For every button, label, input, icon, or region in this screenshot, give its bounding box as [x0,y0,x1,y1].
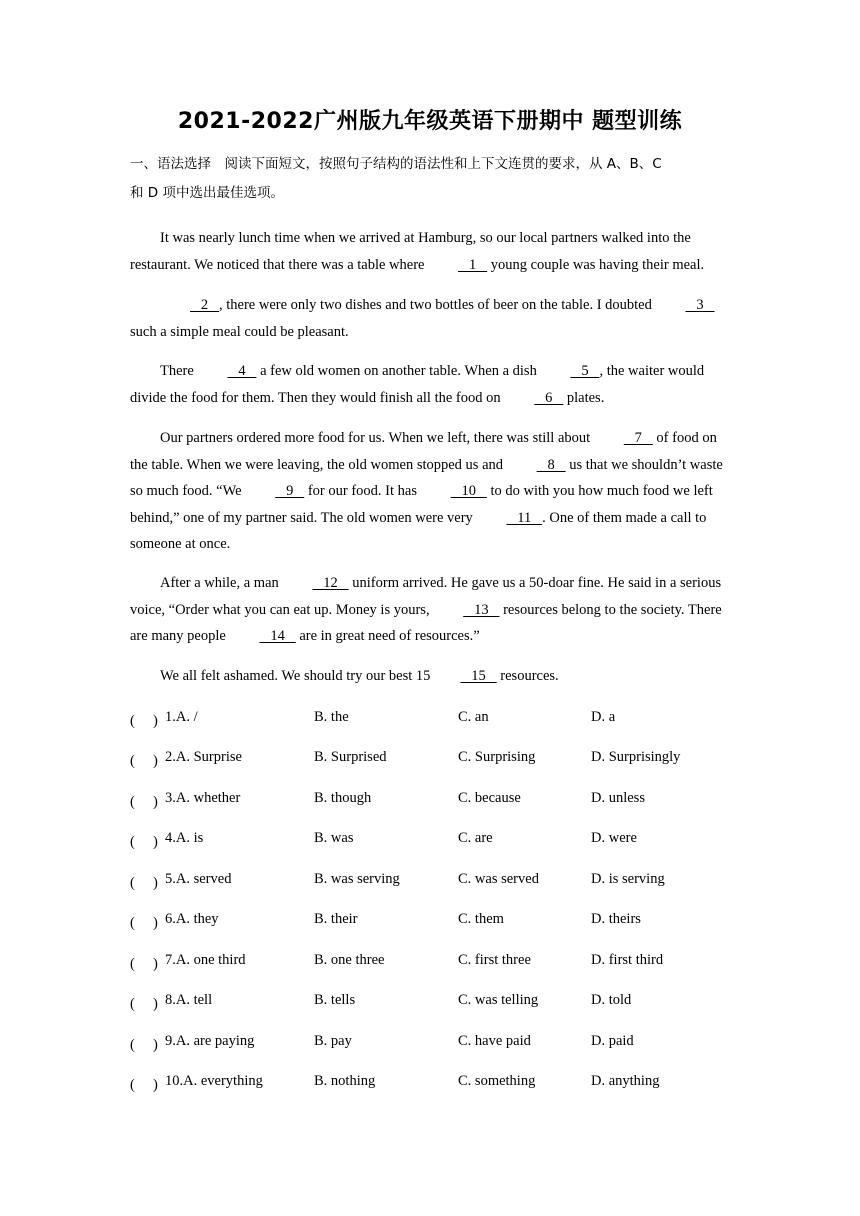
option-d: D. paid [591,1033,634,1049]
answer-paren[interactable]: ( ) [130,834,158,850]
blank-5: 5 [570,363,600,379]
paragraph-text: Our partners ordered more food for us. When we left, there was still about [160,430,594,446]
blank-7: 7 [623,430,653,446]
option-b: B. Surprised [314,749,387,765]
answer-paren[interactable]: ( ) [130,875,158,891]
option-c: C. them [458,911,504,927]
passage-paragraph-1 [130,225,735,278]
blank-6: 6 [534,389,564,406]
option-a: 2.A. Surprise [165,749,242,765]
option-b: B. was [314,830,354,846]
option-a: 3.A. whether [165,790,241,806]
question-8 [130,992,730,1012]
blank-4: 4 [227,363,257,379]
option-d: D. were [591,830,637,846]
question-7 [130,952,730,972]
option-d: D. unless [591,790,645,806]
option-b: B. pay [314,1033,352,1049]
option-d: D. a [591,709,616,725]
instructions-line-1: 一、语法选择 阅读下面短文，按照句子结构的语法性和上下文连贯的要求，从 A、B、C [130,156,662,172]
paragraph-text: , there were only two dishes and two bottles of beer on the table. I doubted [219,297,656,313]
blank-3: 3 [685,297,715,313]
blank-1: 1 [458,256,488,273]
option-c: C. an [458,709,489,725]
option-a: 4.A. is [165,830,204,846]
answer-paren[interactable]: ( ) [130,996,158,1012]
paragraph-text: We all felt ashamed. We should try our best 15 [160,668,431,684]
question-1 [130,709,730,729]
paragraph-text: It was nearly lunch time when we arrived at Hamburg, so our local partners walked into the restaurant. We noticed that there was a table where [130,230,691,273]
paragraph-text: resources. [496,668,559,684]
option-b: B. was serving [314,871,400,887]
blank-10: 10 [450,483,487,499]
paragraph-text: After a while, a man [160,575,283,591]
option-c: C. was telling [458,992,539,1008]
answer-paren[interactable]: ( ) [130,713,158,729]
blank-2: 2 [190,297,219,313]
question-5 [130,871,730,891]
answer-paren[interactable]: ( ) [130,915,158,931]
option-c: C. because [458,790,521,806]
instructions-line-2: 和 D 项中选出最佳选项。 [130,185,284,201]
passage-paragraph-2 [130,292,735,345]
paragraph-text: . One of them made a call to someone at once. [130,509,707,552]
question-3 [130,790,730,810]
option-a: 9.A. are paying [165,1033,255,1049]
option-b: B. one three [314,952,385,968]
paragraph-text: , the waiter would divide the food for them. Then they would finish all the food on [130,363,705,406]
paragraph-text: are in great need of resources.” [295,628,480,644]
option-b: B. the [314,709,349,725]
option-a: 1.A. / [165,709,198,725]
question-9 [130,1033,730,1053]
answer-paren[interactable]: ( ) [130,1077,158,1093]
question-2 [130,749,730,769]
option-a: 10.A. everything [165,1073,263,1089]
option-d: D. theirs [591,911,641,927]
option-c: C. are [458,830,493,846]
option-c: C. first three [458,952,531,968]
question-4 [130,830,730,850]
answer-paren[interactable]: ( ) [130,1037,158,1053]
answer-paren[interactable]: ( ) [130,956,158,972]
option-b: B. though [314,790,372,806]
passage-paragraph-6 [130,663,735,690]
option-c: C. was served [458,871,539,887]
blank-14: 14 [259,628,296,644]
option-b: B. tells [314,992,356,1008]
paragraph-text: a few old women on another table. When a dish [256,363,541,379]
option-b: B. their [314,911,358,927]
option-c: C. something [458,1073,536,1089]
paragraph-text: uniform arrived. He gave us a 50-doar fine. He said in a serious voice, “Order what you can eat up. Money is yours, [130,575,722,618]
answer-paren[interactable]: ( ) [130,753,158,769]
passage-paragraph-5 [130,570,735,650]
option-d: D. anything [591,1073,660,1089]
paragraph-text: us that we shouldn’t waste so much food. “We [130,456,723,499]
paragraph-text: for our food. It has [304,483,421,499]
paragraph-text: of food on the table. When we were leaving, the old women stopped us and [130,430,717,473]
option-a: 6.A. they [165,911,219,927]
passage-paragraph-4 [130,425,735,558]
blank-8: 8 [536,456,566,473]
paragraph-text: such a simple meal could be pleasant. [130,323,349,340]
question-6 [130,911,730,931]
passage-paragraph-3 [130,358,735,411]
paragraph-text: resources belong to the society. There are many people [130,601,722,644]
answer-paren[interactable]: ( ) [130,794,158,810]
option-c: C. have paid [458,1033,531,1049]
question-10 [130,1073,730,1093]
paragraph-text: young couple was having their meal. [487,256,705,273]
document-title: 2021-2022广州版九年级英语下册期中 题型训练 [177,109,683,134]
paragraph-text: plates. [563,389,605,406]
option-a: 8.A. tell [165,992,213,1008]
option-d: D. told [591,992,632,1008]
blank-15: 15 [460,668,497,684]
option-b: B. nothing [314,1073,376,1089]
blank-11: 11 [506,509,543,526]
blank-9: 9 [275,483,305,499]
blank-13: 13 [463,601,500,618]
option-d: D. first third [591,952,664,968]
option-d: D. is serving [591,871,665,887]
option-c: C. Surprising [458,749,536,765]
paragraph-text: There [160,363,198,379]
paragraph-text: to do with you how much food we left behind,” one of my partner said. The old women were very [130,483,713,526]
blank-12: 12 [312,575,349,591]
option-a: 5.A. served [165,871,232,887]
option-d: D. Surprisingly [591,749,681,765]
option-a: 7.A. one third [165,952,246,968]
